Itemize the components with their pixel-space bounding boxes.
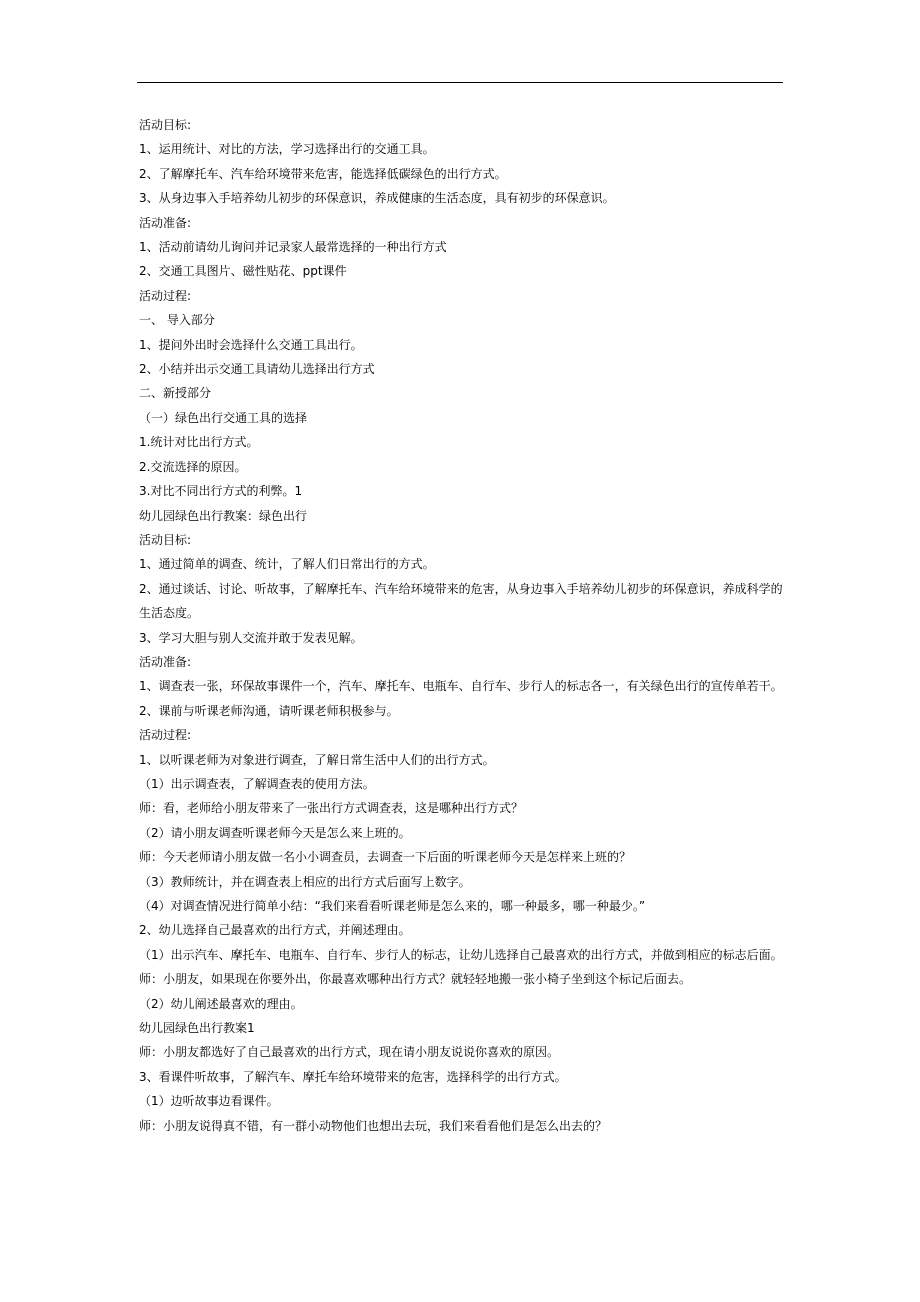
paragraph: 师：今天老师请小朋友做一名小小调查员，去调查一下后面的听课老师今天是怎样来上班的？ <box>139 850 632 865</box>
paragraph: 师：小朋友都选好了自己最喜欢的出行方式，现在请小朋友说说你喜欢的原因。 <box>139 1045 560 1060</box>
paragraph: （2）幼儿阐述最喜欢的理由。 <box>139 996 303 1011</box>
paragraph: 2、了解摩托车、汽车给环境带来危害，能选择低碳绿色的出行方式。 <box>139 166 507 181</box>
paragraph: 活动目标: <box>139 118 192 132</box>
paragraph: 2、课前与听课老师沟通，请听课老师积极参与。 <box>139 703 399 718</box>
paragraph: （1）出示汽车、摩托车、电瓶车、自行车、步行人的标志，让幼儿选择自己最喜欢的出行方式，并做到相应的标志后面。 <box>139 947 783 962</box>
paragraph: 2、通过谈话、讨论、听故事，了解摩托车、汽车给环境带来的危害，从身边事入手培养幼儿初步的环保意识，养成科学的生活态度。 <box>139 581 783 621</box>
document-body <box>139 113 785 1138</box>
paragraph: 3、看课件听故事，了解汽车、摩托车给环境带来的危害，选择科学的出行方式。 <box>139 1069 567 1084</box>
paragraph: 1、运用统计、对比的方法，学习选择出行的交通工具。 <box>139 142 435 157</box>
paragraph: 师：小朋友说得真不错，有一群小动物他们也想出去玩，我们来看看他们是怎么出去的？ <box>139 1118 608 1133</box>
paragraph: 活动过程: <box>139 288 192 303</box>
paragraph: 3、从身边事入手培养幼儿初步的环保意识，养成健康的生活态度，具有初步的环保意识。 <box>139 191 615 206</box>
paragraph: 2、幼儿选择自己最喜欢的出行方式，并阐述理由。 <box>139 923 411 938</box>
paragraph: 活动目标: <box>139 532 192 547</box>
paragraph: 1、以听课老师为对象进行调查，了解日常生活中人们的出行方式。 <box>139 752 495 767</box>
paragraph: 活动过程: <box>139 728 192 743</box>
paragraph: 师：小朋友，如果现在你要外出，你最喜欢哪种出行方式？就轻轻地搬一张小椅子坐到这个标记后面去。 <box>139 972 692 987</box>
paragraph: 活动准备: <box>139 215 192 230</box>
paragraph: 2.交流选择的原因。 <box>139 459 247 474</box>
paragraph: 2、交通工具图片、磁性贴花、ppt课件 <box>139 264 347 279</box>
paragraph: 3、学习大胆与别人交流并敢于发表见解。 <box>139 630 363 645</box>
header-rule <box>137 82 783 83</box>
paragraph: 3.对比不同出行方式的利弊。1 <box>139 484 303 499</box>
paragraph: 1、通过简单的调查、统计，了解人们日常出行的方式。 <box>139 557 435 572</box>
paragraph: 二、新授部分 <box>139 386 212 401</box>
paragraph: （4）对调查情况进行简单小结：“我们来看看听课老师是怎么来的，哪一种最多，哪一种最少。” <box>139 899 646 913</box>
paragraph: 1、调查表一张，环保故事课件一个，汽车、摩托车、电瓶车、自行车、步行人的标志各一，有关绿色出行的宣传单若干。 <box>139 679 783 694</box>
paragraph: （1）出示调查表，了解调查表的使用方法。 <box>139 776 375 791</box>
paragraph: 活动准备: <box>139 654 192 669</box>
paragraph: （3）教师统计，并在调查表上相应的出行方式后面写上数字。 <box>139 874 471 889</box>
paragraph: 1、活动前请幼儿询问并记录家人最常选择的一种出行方式 <box>139 240 447 255</box>
paragraph: 一、 导入部分 <box>139 313 215 328</box>
paragraph: 幼儿园绿色出行教案1 <box>139 1021 255 1036</box>
paragraph: 师：看，老师给小朋友带来了一张出行方式调查表，这是哪种出行方式？ <box>139 801 524 816</box>
paragraph: 幼儿园绿色出行教案：绿色出行 <box>139 508 308 523</box>
paragraph: 2、小结并出示交通工具请幼儿选择出行方式 <box>139 362 375 377</box>
paragraph: 1、提问外出时会选择什么交通工具出行。 <box>139 337 363 352</box>
paragraph: 1.统计对比出行方式。 <box>139 435 259 450</box>
paragraph: （1）边听故事边看课件。 <box>139 1094 279 1109</box>
paragraph: （2）请小朋友调查听课老师今天是怎么来上班的。 <box>139 825 411 840</box>
paragraph: （一）绿色出行交通工具的选择 <box>139 410 308 425</box>
